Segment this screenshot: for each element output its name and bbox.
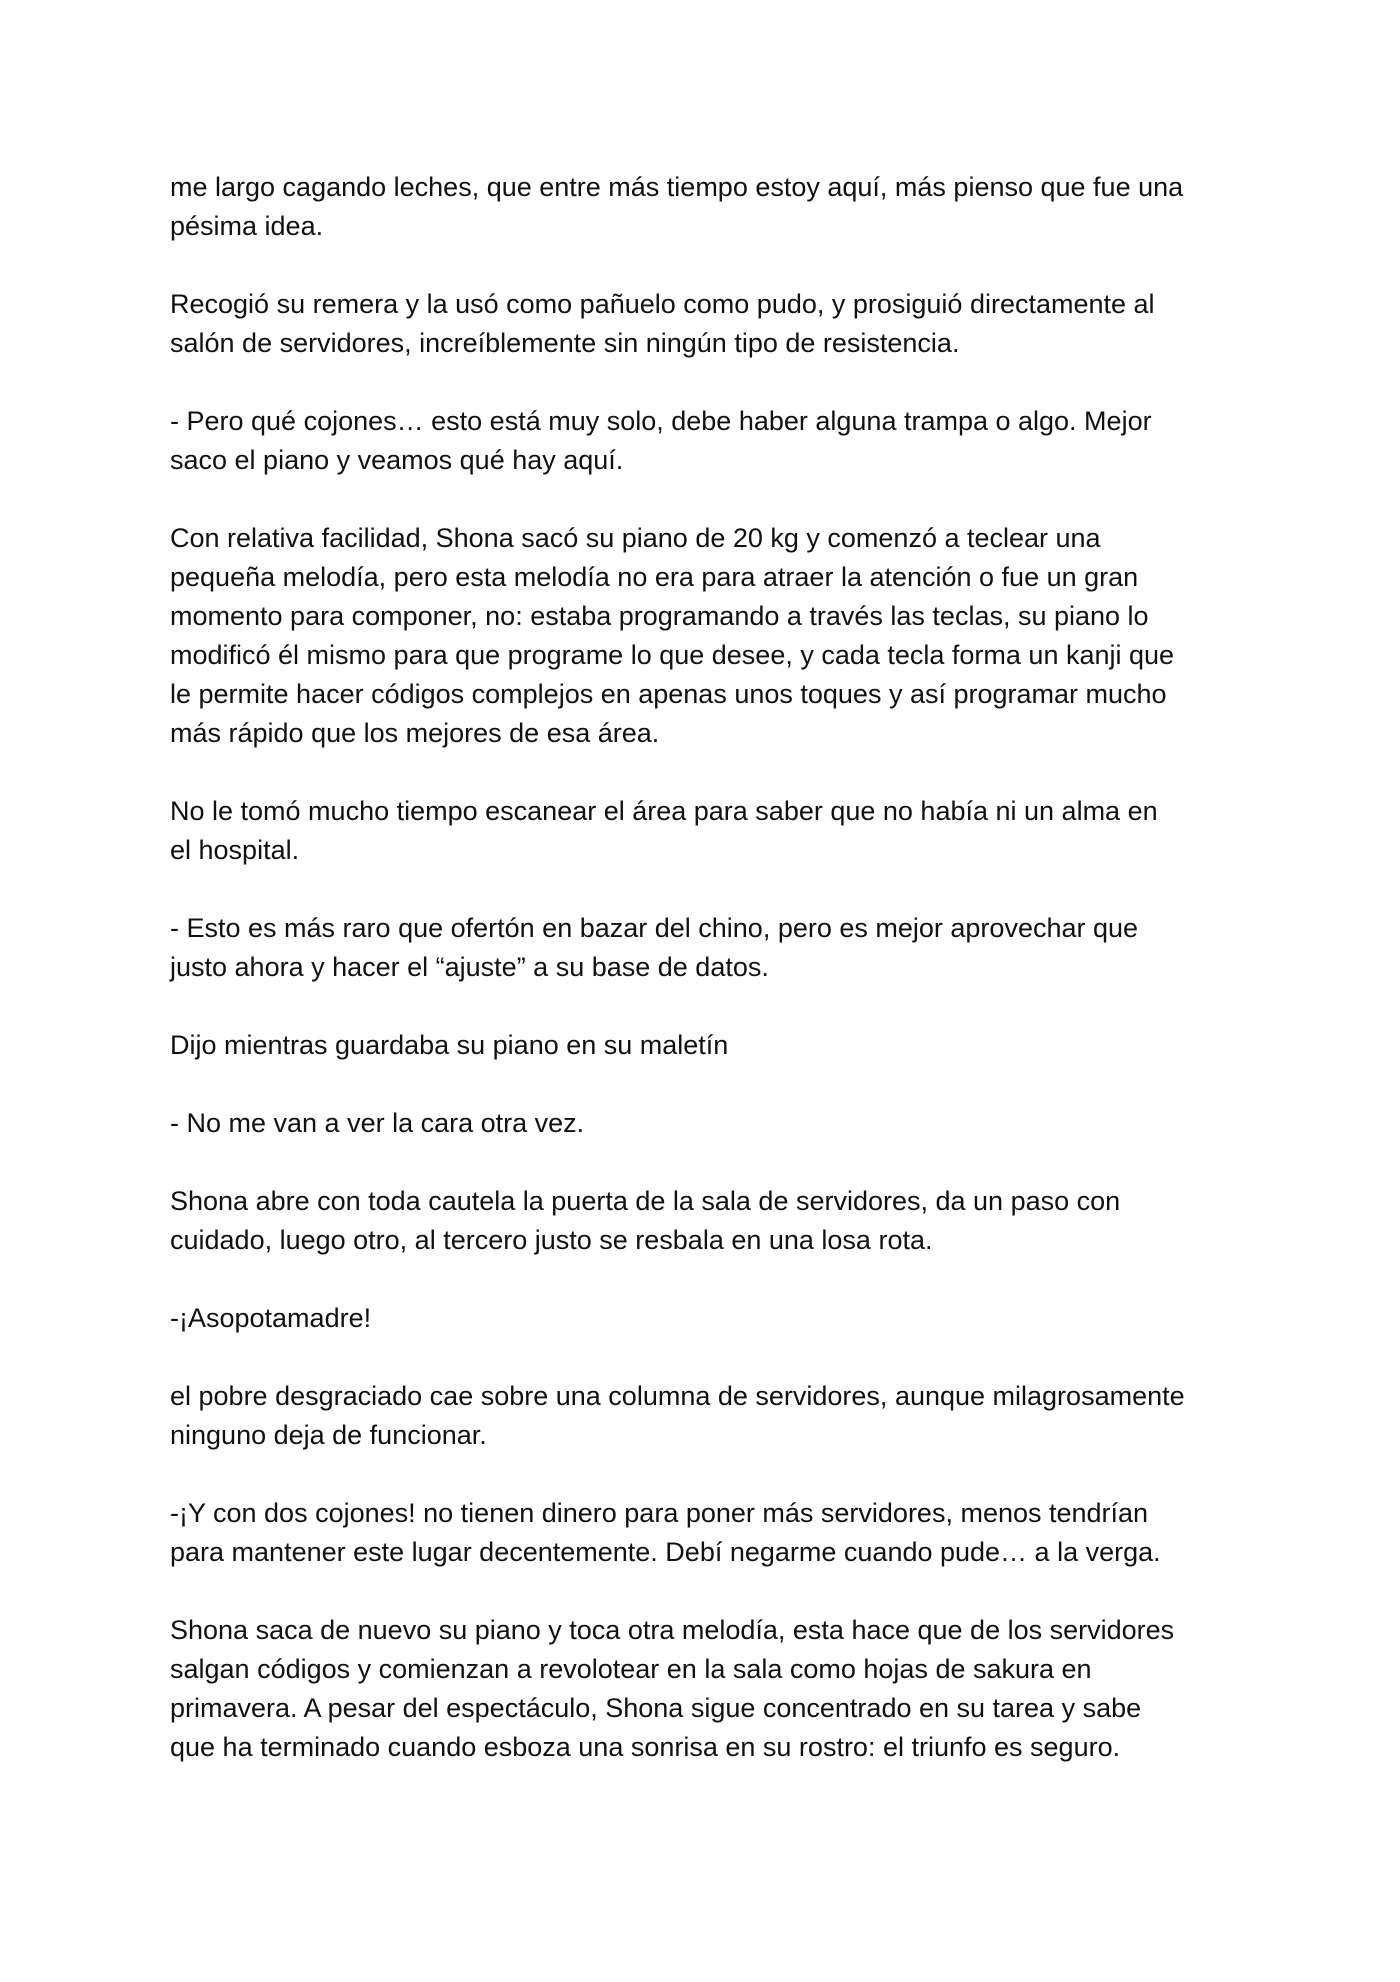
paragraph: [170, 909, 1240, 987]
text-line: -¡Asopotamadre!: [170, 1303, 372, 1333]
paragraph: [170, 1026, 1240, 1065]
text-line: Shona abre con toda cautela la puerta de la sala de servidores, da un paso con: [170, 1186, 1121, 1216]
text-line: modificó él mismo para que programe lo que desee, y cada tecla forma un kanji que: [170, 640, 1175, 670]
text-line: -¡Y con dos cojones! no tienen dinero para poner más servidores, menos tendrían: [170, 1498, 1149, 1528]
text-line: saco el piano y veamos qué hay aquí.: [170, 445, 624, 475]
text-line: Recogió su remera y la usó como pañuelo como pudo, y prosiguió directamente al: [170, 289, 1155, 319]
text-line: pésima idea.: [170, 211, 324, 241]
paragraph: [170, 1299, 1240, 1338]
text-line: Con relativa facilidad, Shona sacó su piano de 20 kg y comenzó a teclear una: [170, 523, 1101, 553]
text-line: salgan códigos y comienzan a revolotear en la sala como hojas de sakura en: [170, 1654, 1092, 1684]
paragraph: [170, 1182, 1240, 1260]
text-line: para mantener este lugar decentemente. Debí negarme cuando pude… a la verga.: [170, 1537, 1161, 1567]
text-line: No le tomó mucho tiempo escanear el área para saber que no había ni un alma en: [170, 796, 1158, 826]
paragraph: [170, 402, 1240, 480]
text-line: que ha terminado cuando esboza una sonrisa en su rostro: el triunfo es seguro.: [170, 1732, 1121, 1762]
text-line: pequeña melodía, pero esta melodía no era para atraer la atención o fue un gran: [170, 562, 1139, 592]
text-line: le permite hacer códigos complejos en apenas unos toques y así programar mucho: [170, 679, 1167, 709]
text-line: justo ahora y hacer el “ajuste” a su base de datos.: [170, 952, 769, 982]
paragraph: [170, 168, 1240, 246]
paragraph: [170, 1104, 1240, 1143]
text-line: cuidado, luego otro, al tercero justo se resbala en una losa rota.: [170, 1225, 933, 1255]
text-line: ninguno deja de funcionar.: [170, 1420, 487, 1450]
text-line: primavera. A pesar del espectáculo, Shona sigue concentrado en su tarea y sabe: [170, 1693, 1142, 1723]
text-line: más rápido que los mejores de esa área.: [170, 718, 660, 748]
text-line: momento para componer, no: estaba programando a través las teclas, su piano lo: [170, 601, 1149, 631]
paragraph: [170, 1611, 1240, 1767]
paragraph: [170, 285, 1240, 363]
paragraph: [170, 1494, 1240, 1572]
document-body: [170, 168, 1240, 1806]
text-line: Dijo mientras guardaba su piano en su maletín: [170, 1030, 729, 1060]
text-line: el pobre desgraciado cae sobre una columna de servidores, aunque milagrosamente: [170, 1381, 1185, 1411]
paragraph: [170, 519, 1240, 753]
text-line: salón de servidores, increíblemente sin ningún tipo de resistencia.: [170, 328, 960, 358]
text-line: - Esto es más raro que ofertón en bazar del chino, pero es mejor aprovechar que: [170, 913, 1139, 943]
paragraph: [170, 792, 1240, 870]
text-line: Shona saca de nuevo su piano y toca otra melodía, esta hace que de los servidores: [170, 1615, 1175, 1645]
paragraph: [170, 1377, 1240, 1455]
text-line: - No me van a ver la cara otra vez.: [170, 1108, 585, 1138]
text-line: me largo cagando leches, que entre más tiempo estoy aquí, más pienso que fue una: [170, 172, 1184, 202]
text-line: el hospital.: [170, 835, 300, 865]
text-line: - Pero qué cojones… esto está muy solo, debe haber alguna trampa o algo. Mejor: [170, 406, 1152, 436]
